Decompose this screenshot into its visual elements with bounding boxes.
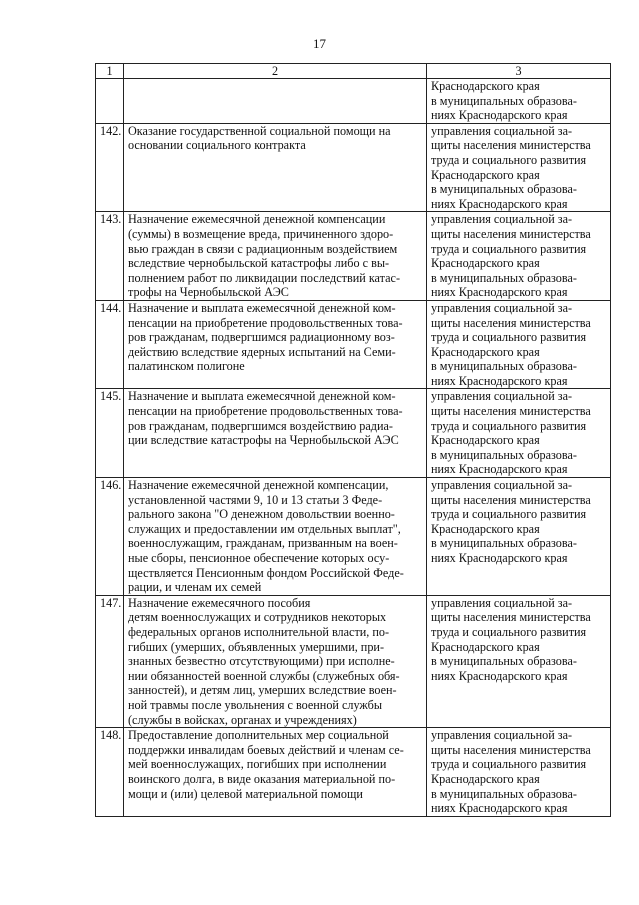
responsible-authority: Краснодарского края в муниципальных образова- ниях Краснодарского края (427, 79, 611, 124)
table-row (96, 595, 611, 727)
column-header-service: 2 (124, 64, 427, 79)
service-description: Предоставление дополнительных мер социальной поддержки инвалидам боевых действий и членам се- мей военнослужащих, погибших при исполнении воинского долга, в виде оказания материальной по- мощи и (или) целевой материальной помощи (124, 728, 427, 817)
column-header-number: 1 (96, 64, 124, 79)
table-body (96, 64, 611, 817)
table-row (96, 79, 611, 124)
row-number: 146. (96, 478, 124, 596)
row-number (96, 79, 124, 124)
row-number: 142. (96, 123, 124, 212)
table-row (96, 728, 611, 817)
table-row (96, 478, 611, 596)
row-number: 147. (96, 595, 124, 727)
service-description: Назначение ежемесячной денежной компенсации, установленной частями 9, 10 и 13 статьи 3 Феде- рального закона "О денежном довольствии военно- служащих и предоставлении им отдельных выплат", военнослужащим, гражданам, призванным на воен- ные сборы, пенсионное обеспечение которых осу- ществляется Пенсионным фондом Российской Феде- рации, и членам их семей (124, 478, 427, 596)
responsible-authority: управления социальной за- щиты населения министерства труда и социального развития Краснодарского края в муниципальных образова- ниях Краснодарского края (427, 212, 611, 301)
service-description: Назначение и выплата ежемесячной денежной ком- пенсации на приобретение продовольственных това- ров гражданам, подвергшимся радиационному воз- действию вследствие ядерных испытаний на Семи- палатинском полигоне (124, 300, 427, 389)
table-header-row (96, 64, 611, 79)
page-number: 17 (313, 36, 326, 51)
service-description (124, 79, 427, 124)
responsible-authority: управления социальной за- щиты населения министерства труда и социального развития Краснодарского края в муниципальных образова- ниях Краснодарского края (427, 300, 611, 389)
responsible-authority: управления социальной за- щиты населения министерства труда и социального развития Краснодарского края в муниципальных образова- ниях Краснодарского края (427, 595, 611, 727)
column-header-authority: 3 (427, 64, 611, 79)
service-description: Оказание государственной социальной помощи на основании социального контракта (124, 123, 427, 212)
row-number: 145. (96, 389, 124, 478)
service-description: Назначение ежемесячного пособия детям военнослужащих и сотрудников некоторых федеральных органов исполнительной власти, по- гибших (умерших, объявленных умершими, при- знанных безвестно отсутствующими) при исполне- нии обязанностей военной службы (служебных обя- занностей), и детям лиц, умерших вследствие воен- ной травмы после увольнения с военной службы (службы в войсках, органах и учреждениях) (124, 595, 427, 727)
responsible-authority: управления социальной за- щиты населения министерства труда и социального развития Краснодарского края в муниципальных образова- ниях Краснодарского края (427, 728, 611, 817)
table-row (96, 212, 611, 301)
services-table (95, 63, 611, 817)
service-description: Назначение ежемесячной денежной компенсации (суммы) в возмещение вреда, причиненного здоро- вью граждан в связи с радиационным воздействием вследствие чернобыльской катастрофы либо с вы- полнением работ по ликвидации последствий катас- трофы на Чернобыльской АЭС (124, 212, 427, 301)
responsible-authority: управления социальной за- щиты населения министерства труда и социального развития Краснодарского края в муниципальных образова- ниях Краснодарского края (427, 123, 611, 212)
row-number: 148. (96, 728, 124, 817)
table-row (96, 123, 611, 212)
responsible-authority: управления социальной за- щиты населения министерства труда и социального развития Краснодарского края в муниципальных образова- ниях Краснодарского края (427, 478, 611, 596)
responsible-authority: управления социальной за- щиты населения министерства труда и социального развития Краснодарского края в муниципальных образова- ниях Краснодарского края (427, 389, 611, 478)
service-description: Назначение и выплата ежемесячной денежной ком- пенсации на приобретение продовольственных това- ров гражданам, подвергшимся воздействию радиа- ции вследствие катастрофы на Чернобыльской АЭС (124, 389, 427, 478)
row-number: 144. (96, 300, 124, 389)
table-row (96, 389, 611, 478)
row-number: 143. (96, 212, 124, 301)
table-row (96, 300, 611, 389)
